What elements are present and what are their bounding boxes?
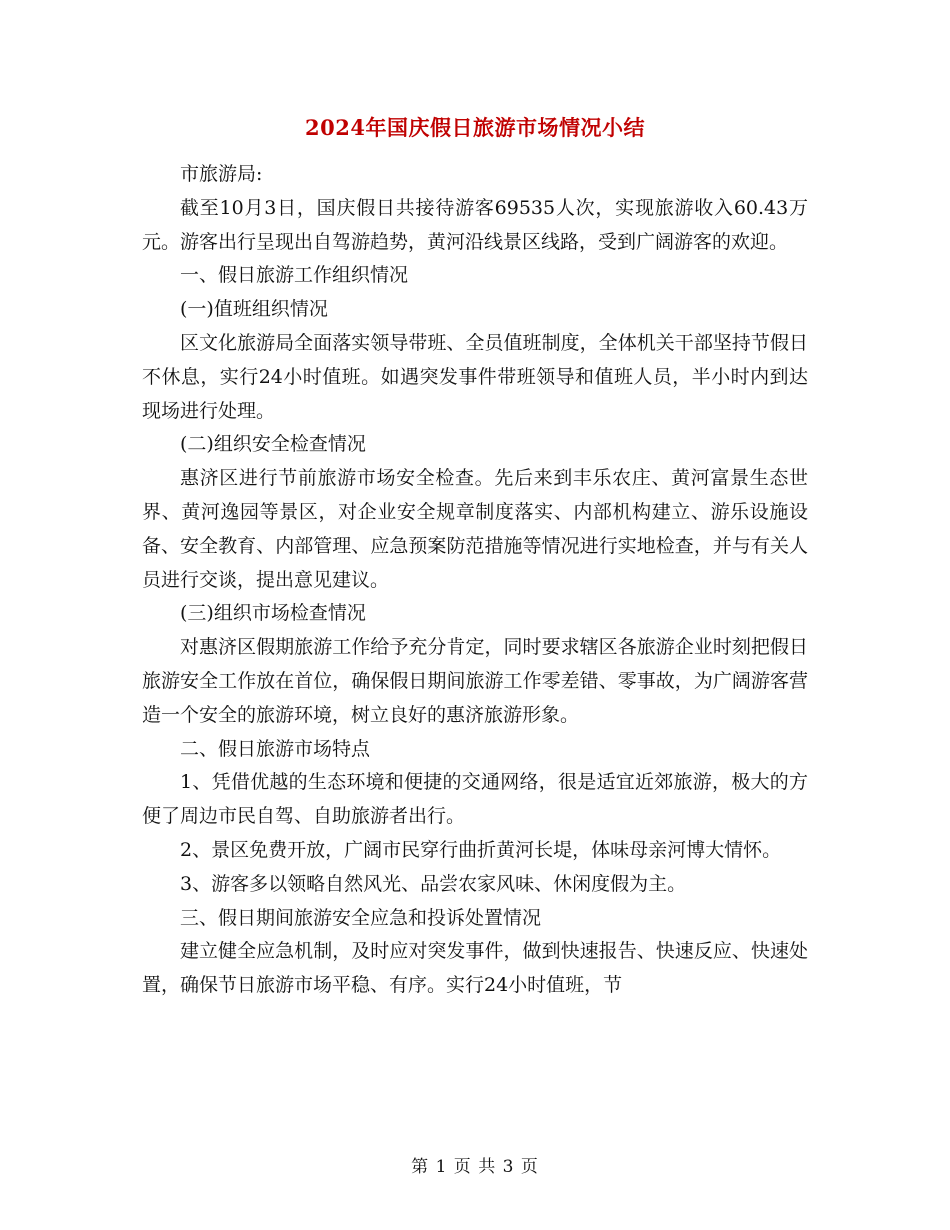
subheading-1-3: (三)组织市场检查情况 bbox=[180, 602, 366, 625]
heading-section-2: 二、假日旅游市场特点 bbox=[180, 737, 371, 760]
paragraph-feature-1: 1、凭借优越的生态环境和便捷的交通网络，很是适宜近郊旅游，极大的方便了周边市民自驾、自助旅游者出行。 bbox=[142, 771, 808, 828]
heading-section-1: 一、假日旅游工作组织情况 bbox=[180, 264, 409, 287]
paragraph-salutation: 市旅游局: bbox=[180, 163, 263, 185]
paragraph-summary: 截至10月3日，国庆假日共接待游客69535人次，实现旅游收入60.43万元。游客出行呈现出自驾游趋势，黄河沿线景区线路，受到广阔游客的欢迎。 bbox=[142, 196, 808, 253]
heading-section-3: 三、假日期间旅游安全应急和投诉处置情况 bbox=[180, 906, 542, 929]
subheading-1-1: (一)值班组织情况 bbox=[180, 298, 328, 321]
paragraph-feature-2: 2、景区免费开放，广阔市民穿行曲折黄河长堤，体味母亲河博大情怀。 bbox=[180, 838, 782, 861]
page-footer bbox=[0, 1152, 950, 1177]
paragraph-safety-check: 惠济区进行节前旅游市场安全检查。先后来到丰乐农庄、黄河富景生态世界、黄河逸园等景区，对企业安全规章制度落实、内部机构建立、游乐设施设备、安全教育、内部管理、应急预案防范措施等情况进行实地检查，并与有关人员进行交谈，提出意见建议。 bbox=[142, 467, 808, 591]
page-number: 第 1 页 共 3 页 bbox=[411, 1157, 539, 1177]
paragraph-emergency: 建立健全应急机制，及时应对突发事件，做到快速报告、快速反应、快速处置，确保节日旅游市场平稳、有序。实行24小时值班，节 bbox=[142, 940, 808, 997]
paragraph-feature-3: 3、游客多以领略自然风光、品尝农家风味、休闲度假为主。 bbox=[180, 872, 687, 895]
paragraph-duty: 区文化旅游局全面落实领导带班、全员值班制度，全体机关干部坚持节假日不休息，实行24小时值班。如遇突发事件带班领导和值班人员，半小时内到达现场进行处理。 bbox=[142, 331, 808, 422]
document-body bbox=[142, 158, 808, 1003]
subheading-1-2: (二)组织安全检查情况 bbox=[180, 433, 366, 456]
paragraph-market-check: 对惠济区假期旅游工作给予充分肯定，同时要求辖区各旅游企业时刻把假日旅游安全工作放在首位，确保假日期间旅游工作零差错、零事故，为广阔游客营造一个安全的旅游环境，树立良好的惠济旅游形象。 bbox=[142, 636, 808, 726]
document-title: 2024年国庆假日旅游市场情况小结 bbox=[305, 115, 645, 140]
